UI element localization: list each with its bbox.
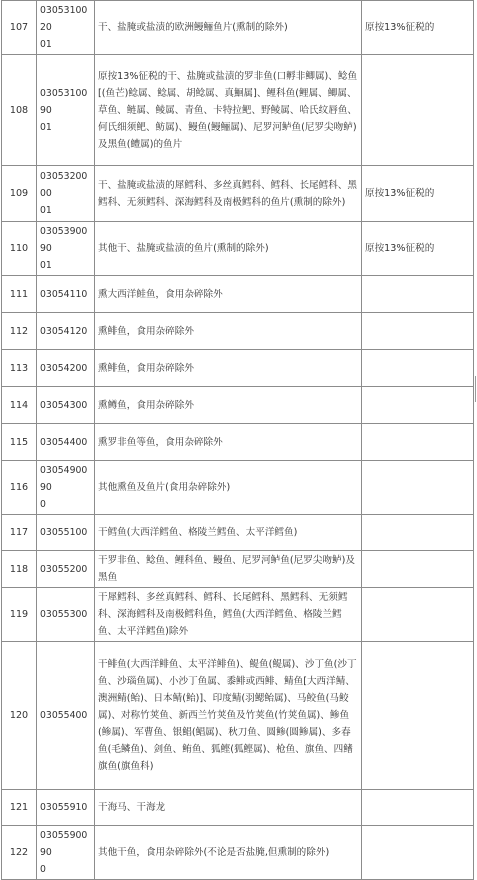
- hs-code-cell: 03055100: [37, 515, 95, 551]
- tax-note-cell: [362, 826, 474, 880]
- table-row: [2, 222, 474, 276]
- goods-description-cell: 熏鳟鱼，食用杂碎除外: [95, 387, 362, 424]
- tax-note-cell: 原按13%征税的: [362, 222, 474, 276]
- table-row: [2, 551, 474, 588]
- hs-code-cell: 03055300: [37, 588, 95, 642]
- goods-description-cell: 干、盐腌或盐渍的欧洲鳗鲡鱼片(熏制的除外): [95, 1, 362, 55]
- goods-description-cell: 熏大西洋鲑鱼，食用杂碎除外: [95, 276, 362, 313]
- table-row: [2, 313, 474, 350]
- hs-code-cell: 03054300: [37, 387, 95, 424]
- goods-description-cell: 熏鲱鱼，食用杂碎除外: [95, 313, 362, 350]
- tax-note-cell: [362, 55, 474, 166]
- row-number-cell: 121: [2, 790, 37, 826]
- table-row: [2, 350, 474, 387]
- tax-note-cell: [362, 350, 474, 387]
- row-number-cell: 122: [2, 826, 37, 880]
- table-row: [2, 276, 474, 313]
- goods-description-cell: 其他干、盐腌或盐渍的鱼片(熏制的除外): [95, 222, 362, 276]
- table-row: [2, 642, 474, 790]
- tax-note-cell: [362, 515, 474, 551]
- tariff-table: [1, 0, 474, 880]
- goods-description-cell: 干罗非鱼、鲶鱼、鲤科鱼、鳗鱼、尼罗河鲈鱼(尼罗尖吻鲈)及黑鱼: [95, 551, 362, 588]
- table-row: [2, 790, 474, 826]
- goods-description-cell: 熏鲱鱼，食用杂碎除外: [95, 350, 362, 387]
- goods-description-cell: 其他熏鱼及鱼片(食用杂碎除外): [95, 461, 362, 515]
- goods-description-cell: 干、盐腌或盐渍的犀鳕科、多丝真鳕科、鳕科、长尾鳕科、黑鳕科、无须鳕科、深海鳕科及南极鳕科的鱼片(熏制的除外): [95, 166, 362, 222]
- row-number-cell: 111: [2, 276, 37, 313]
- row-number-cell: 119: [2, 588, 37, 642]
- row-number-cell: 113: [2, 350, 37, 387]
- table-row: [2, 461, 474, 515]
- tax-note-cell: [362, 313, 474, 350]
- row-number-cell: 112: [2, 313, 37, 350]
- hs-code-cell: 03055910: [37, 790, 95, 826]
- tax-note-cell: [362, 588, 474, 642]
- hs-code-cell: 03054200: [37, 350, 95, 387]
- table-body: [2, 1, 474, 880]
- table-row: [2, 826, 474, 880]
- hs-code-cell: 0305310020 01: [37, 1, 95, 55]
- tax-note-cell: [362, 276, 474, 313]
- row-number-cell: 109: [2, 166, 37, 222]
- tax-note-cell: [362, 642, 474, 790]
- table-row: [2, 387, 474, 424]
- row-number-cell: 115: [2, 424, 37, 461]
- hs-code-cell: 0305490090 0: [37, 461, 95, 515]
- scroll-edge-mark: [475, 376, 476, 402]
- tax-note-cell: [362, 461, 474, 515]
- hs-code-cell: 03054400: [37, 424, 95, 461]
- row-number-cell: 118: [2, 551, 37, 588]
- tax-note-cell: 原按13%征税的: [362, 1, 474, 55]
- table-row: [2, 1, 474, 55]
- tax-note-cell: 原按13%征税的: [362, 166, 474, 222]
- tax-note-cell: [362, 790, 474, 826]
- goods-description-cell: 原按13%征税的干、盐腌或盐渍的罗非鱼(口孵非鲫属)、鲶鱼[(鱼芒)鲶属、鲶属、胡鲶属、真鮰属]、鲤科鱼(鲤属、鲫属、草鱼、鲢属、鲮属、青鱼、卡特拉鲃、野鲮属、哈氏纹唇鱼、何氏细须鲃、鲂属)、鳗鱼(鳗鲡属)、尼罗河鲈鱼(尼罗尖吻鲈)及黑鱼(鳢属)的鱼片: [95, 55, 362, 166]
- table-row: [2, 55, 474, 166]
- goods-description-cell: 干鳕鱼(大西洋鳕鱼、格陵兰鳕鱼、太平洋鳕鱼): [95, 515, 362, 551]
- goods-description-cell: 干鲱鱼(大西洋鲱鱼、太平洋鲱鱼)、鳀鱼(鳀属)、沙丁鱼(沙丁鱼、沙瑙鱼属)、小沙丁鱼属、黍鲱或西鲱、鲭鱼[大西洋鲭、澳洲鲭(鲐)、日本鲭(鲐)]、印度鲭(羽鳃鲐属)、马鲛鱼(马鲛属)、对称竹荚鱼、新西兰竹荚鱼及竹荚鱼(竹荚鱼属)、鲹鱼(鲹属)、军曹鱼、银鲳(鲳属)、秋刀鱼、圆鲹(圆鲹属)、多春鱼(毛鳞鱼)、剑鱼、鲔鱼、狐鲣(狐鲣属)、枪鱼、旗鱼、四鳍旗鱼(旗鱼科): [95, 642, 362, 790]
- goods-description-cell: 干海马、干海龙: [95, 790, 362, 826]
- goods-description-cell: 其他干鱼，食用杂碎除外(不论是否盐腌,但熏制的除外): [95, 826, 362, 880]
- table-row: [2, 515, 474, 551]
- row-number-cell: 108: [2, 55, 37, 166]
- tax-note-cell: [362, 387, 474, 424]
- goods-description-cell: 熏罗非鱼等鱼，食用杂碎除外: [95, 424, 362, 461]
- hs-code-cell: 0305590090 0: [37, 826, 95, 880]
- hs-code-cell: 03054110: [37, 276, 95, 313]
- row-number-cell: 117: [2, 515, 37, 551]
- hs-code-cell: 03055200: [37, 551, 95, 588]
- table-row: [2, 424, 474, 461]
- row-number-cell: 114: [2, 387, 37, 424]
- table-row: [2, 166, 474, 222]
- row-number-cell: 107: [2, 1, 37, 55]
- tax-note-cell: [362, 551, 474, 588]
- row-number-cell: 110: [2, 222, 37, 276]
- hs-code-cell: 03054120: [37, 313, 95, 350]
- hs-code-cell: 0305310090 01: [37, 55, 95, 166]
- tax-note-cell: [362, 424, 474, 461]
- row-number-cell: 116: [2, 461, 37, 515]
- hs-code-cell: 0305320000 01: [37, 166, 95, 222]
- goods-description-cell: 干犀鳕科、多丝真鳕科、鳕科、长尾鳕科、黑鳕科、无须鳕科、深海鳕科及南极鳕科鱼，鳕鱼(大西洋鳕鱼、格陵兰鳕鱼、太平洋鳕鱼)除外: [95, 588, 362, 642]
- table-row: [2, 588, 474, 642]
- row-number-cell: 120: [2, 642, 37, 790]
- hs-code-cell: 03055400: [37, 642, 95, 790]
- hs-code-cell: 0305390090 01: [37, 222, 95, 276]
